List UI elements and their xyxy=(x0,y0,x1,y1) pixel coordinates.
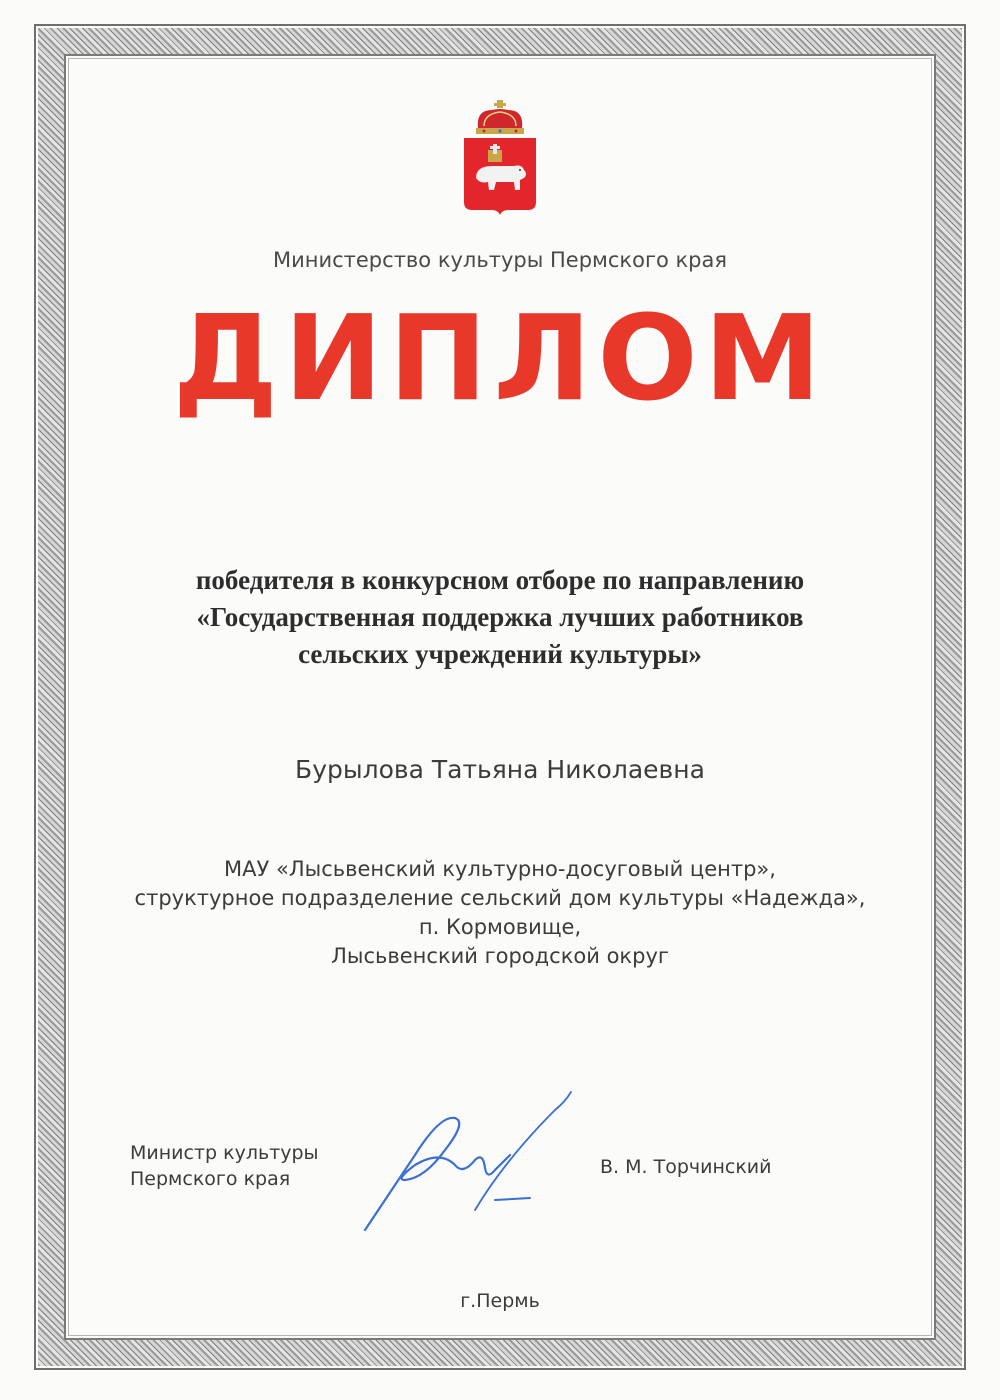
signatory-role-line-2: Пермского края xyxy=(130,1168,291,1190)
coat-of-arms-icon xyxy=(462,98,538,216)
diploma-title: ДИПЛОМ xyxy=(172,289,828,427)
organization-block xyxy=(80,855,920,971)
organization-line-1: МАУ «Лысьвенский культурно-досуговый центр», xyxy=(224,857,776,881)
award-line-2: «Государственная поддержка лучших работников xyxy=(196,602,804,632)
organization-line-2: структурное подразделение сельский дом культуры «Надежда», xyxy=(134,886,866,910)
signatory-role xyxy=(130,1140,319,1192)
award-line-3: сельских учреждений культуры» xyxy=(298,639,702,669)
organization-line-3: п. Кормовище, xyxy=(418,915,582,939)
ministry-name: Министерство культуры Пермского края xyxy=(272,248,728,272)
organization-line-4: Лысьвенский городской округ xyxy=(331,944,669,968)
signatory-name: В. М. Торчинский xyxy=(600,1156,772,1178)
signature-icon xyxy=(345,1080,585,1250)
recipient-name: Бурылова Татьяна Николаевна xyxy=(295,755,705,784)
award-line-1: победителя в конкурсном отборе по направлению xyxy=(195,565,805,595)
city-label: г.Пермь xyxy=(460,1290,540,1312)
signatory-role-line-1: Министр культуры xyxy=(130,1142,319,1164)
crown-icon xyxy=(476,100,524,134)
award-description xyxy=(90,562,910,673)
